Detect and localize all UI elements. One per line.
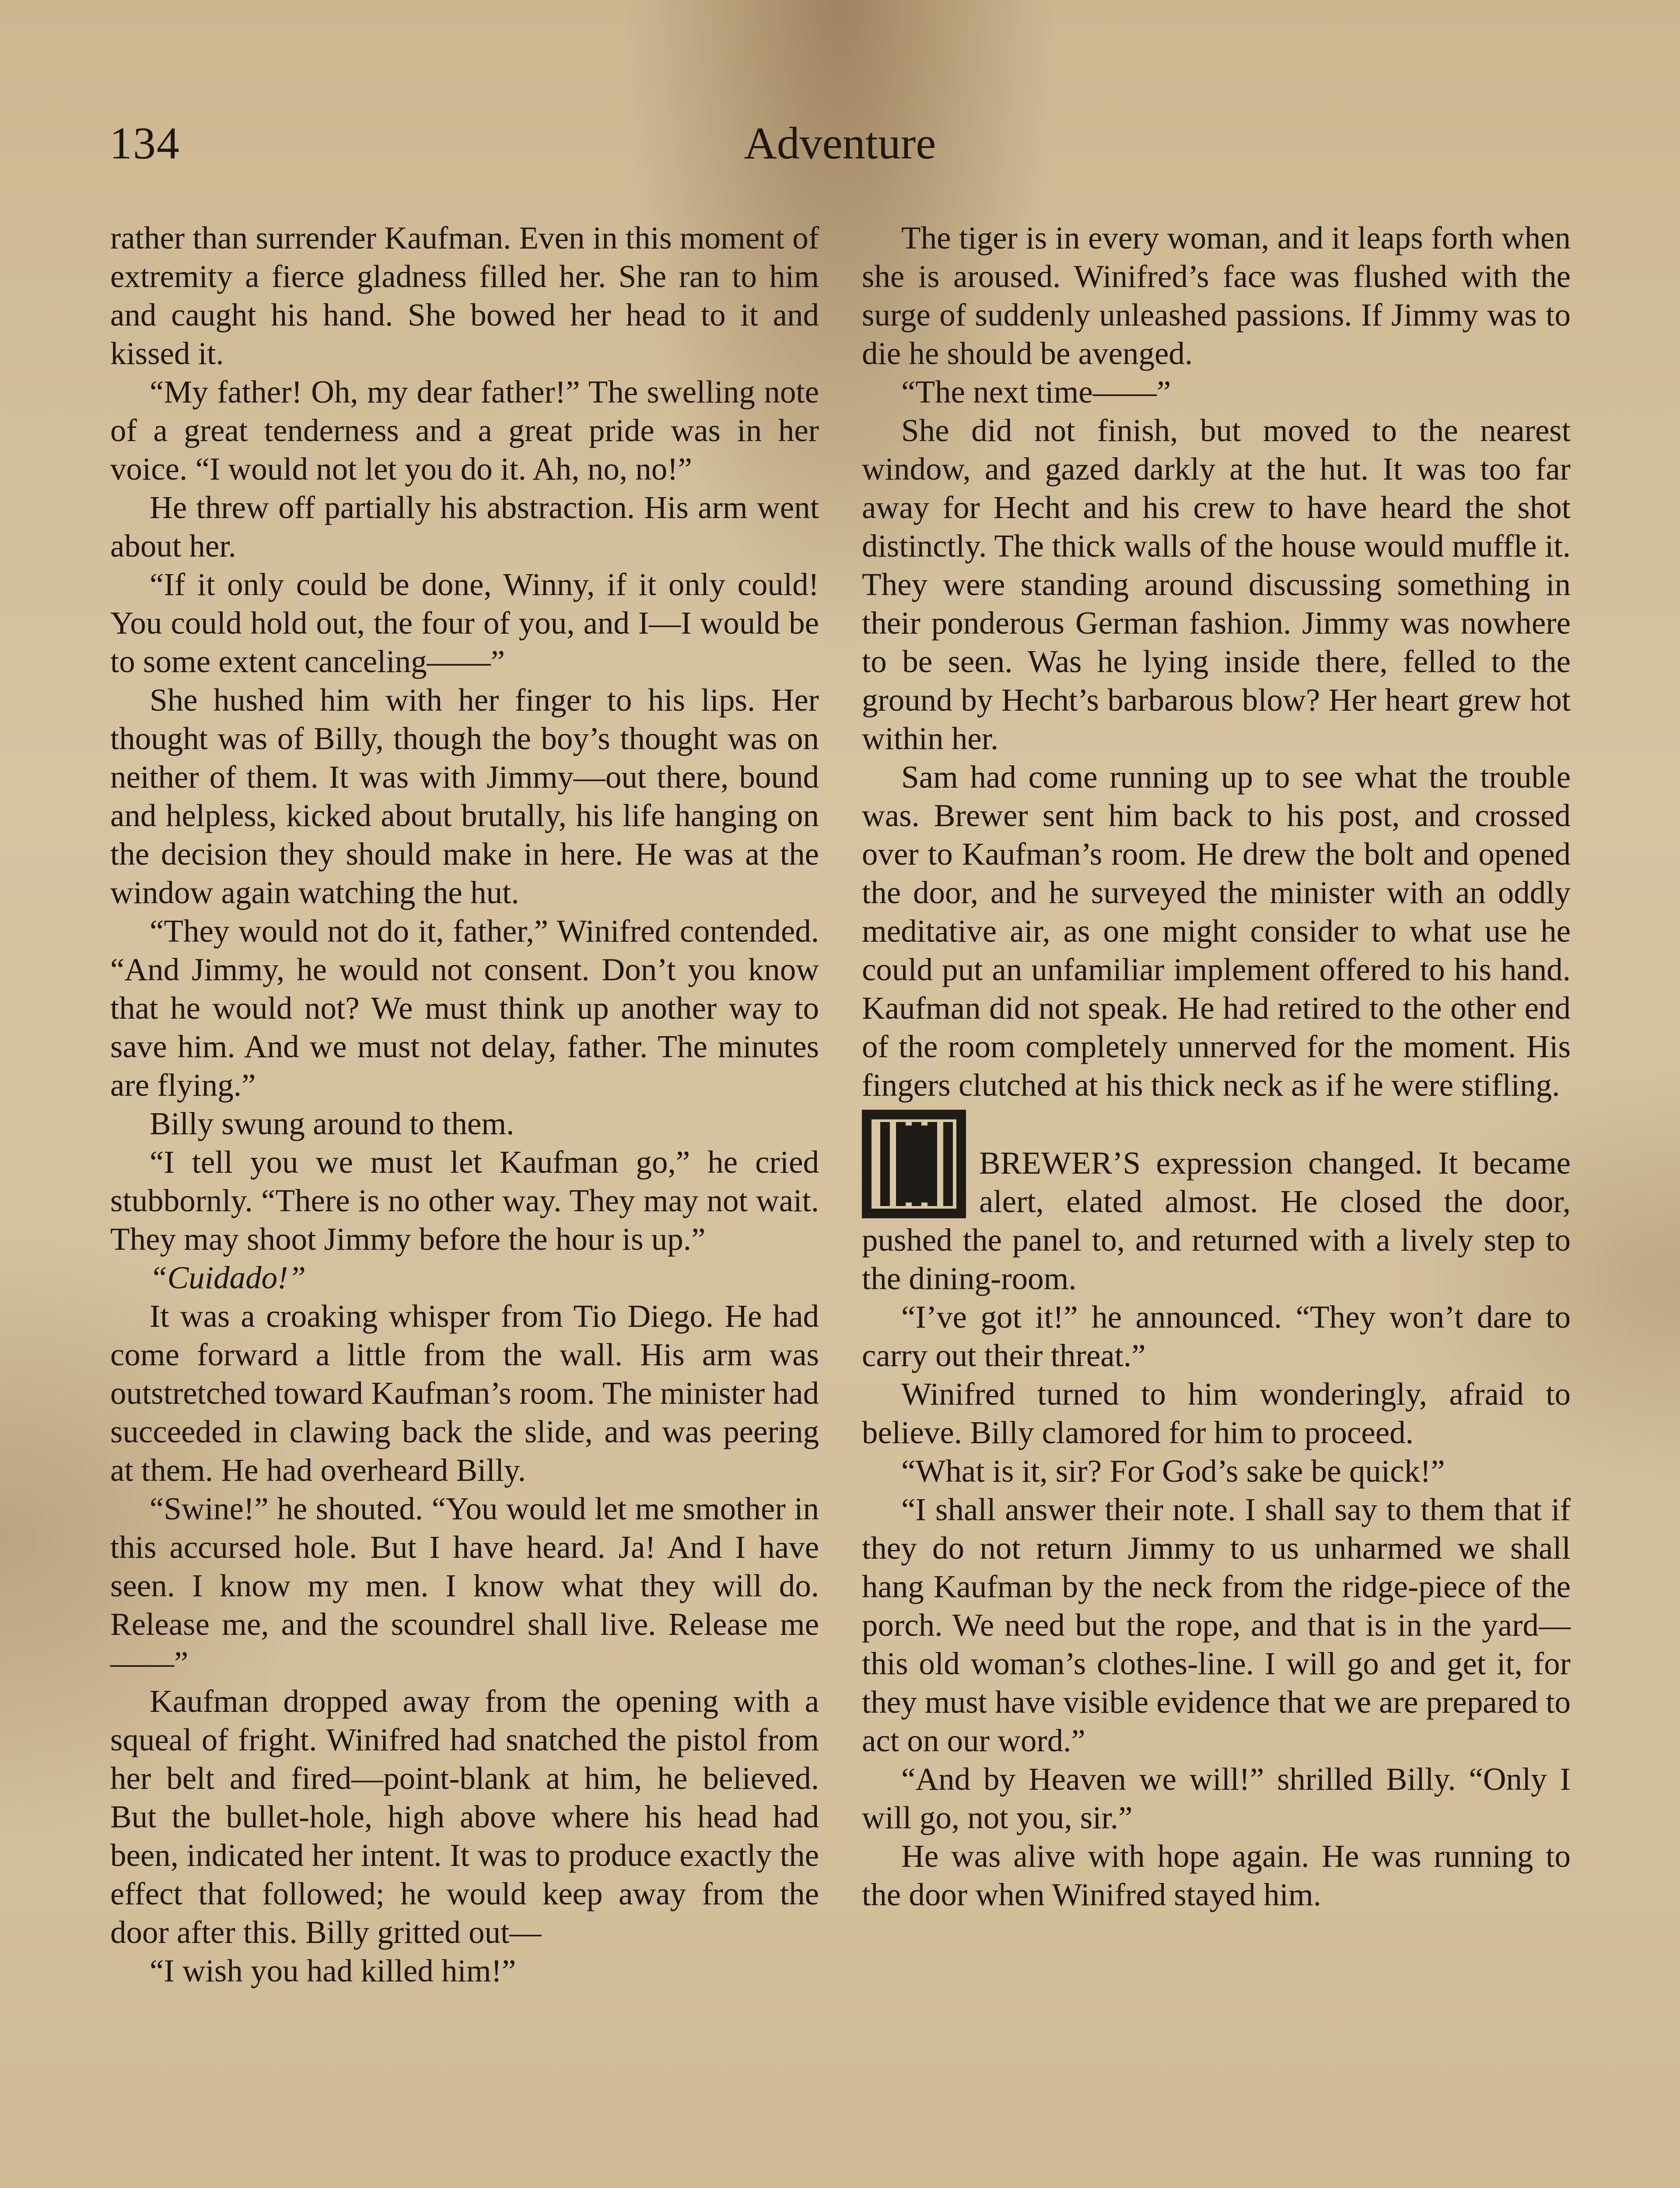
right-column <box>862 219 1571 1914</box>
paragraph: “The next time——” <box>901 374 1171 410</box>
paragraph: “I’ve got it!” he announced. “They won’t dare to carry out their threat.” <box>862 1299 1571 1373</box>
page-number: 134 <box>109 118 180 168</box>
paragraph: Billy swung around to them. <box>150 1106 514 1141</box>
paragraph: Sam had come running up to see what the trouble was. Brewer sent him back to his post, and crossed over to Kaufman’s room. He drew the bolt and opened the door, and he surveyed the minister with an oddly meditative air, as one might consider to what use he could put an unfamiliar implement offered to his hand. Kaufman did not speak. He had retired to the other end of the room completely unnerved for the moment. His fingers clutched at his thick neck as if he were stifling. <box>862 759 1571 1103</box>
paragraph: The tiger is in every woman, and it leaps forth when she is aroused. Winifred’s face was flushed with the surge of suddenly unleashed passions. If Jimmy was to die he should be avenged. <box>862 220 1571 371</box>
paragraph: “My father! Oh, my dear father!” The swelling note of a great tenderness and a great pride was in her voice. “I would not let you do it. Ah, no, no!” <box>110 374 819 487</box>
paragraph: It was a croaking whisper from Tio Diego. He had come forward a little from the wall. His arm was outstretched toward Kaufman’s room. The minister had succeeded in clawing back the slide, and was peering at them. He had overheard Billy. <box>110 1298 819 1488</box>
paragraph: “They would not do it, father,” Winifred contended. “And Jimmy, he would not consent. Don’t you know that he would not? We must think up another way to save him. And we must not delay, father. The minutes are flying.” <box>110 913 819 1103</box>
paragraph: rather than surrender Kaufman. Even in this moment of extremity a fierce gladness filled her. She ran to him and caught his hand. She bowed her head to it and kissed it. <box>110 220 819 371</box>
paragraph: He threw off partially his abstraction. His arm went about her. <box>110 490 819 564</box>
running-title: Adventure <box>744 118 936 168</box>
paragraph: Winifred turned to him wonderingly, afraid to believe. Billy clamored for him to proceed. <box>862 1376 1571 1450</box>
paragraph: She hushed him with her finger to his lips. Her thought was of Billy, though the boy’s thought was on neither of them. It was with Jimmy—out there, bound and helpless, kicked about brutally, his life hanging on the decision they should make in here. He was at the window again watching the hut. <box>110 682 819 910</box>
page-header <box>109 117 1571 179</box>
paragraph <box>110 1259 819 1297</box>
paragraph: “If it only could be done, Winny, if it only could! You could hold out, the four of you, and I—I would be to some extent canceling——” <box>110 567 819 679</box>
paragraph: “Swine!” he shouted. “You would let me smother in this accursed hole. But I have heard. Ja! And I have seen. I know my men. I know what they will do. Release me, and the scoundrel shall live. Release me——” <box>110 1491 819 1680</box>
paragraph: “I wish you had killed him!” <box>150 1953 516 1988</box>
paragraph: “I shall answer their note. I shall say to them that if they do not return Jimmy to us unharmed we shall hang Kaufman by the neck from the ridge-piece of the porch. We need but the rope, and that is in the yard—this old woman’s clothes-line. I will go and get it, for they must have visible evidence that we are prepared to act on our word.” <box>862 1492 1571 1758</box>
paragraph: “What is it, sir? For God’s sake be quick!” <box>901 1453 1445 1489</box>
italic-exclamation: “Cuidado!” <box>150 1260 306 1295</box>
paragraph: She did not finish, but moved to the nearest window, and gazed darkly at the hut. It was too far away for Hecht and his crew to have heard the shot distinctly. The thick walls of the house would muffle it. They were standing around discussing something in their ponderous German fashion. Jimmy was nowhere to be seen. Was he lying inside there, felled to the ground by Hecht’s barbarous blow? Her heart grew hot within her. <box>862 413 1571 756</box>
paragraph: He was alive with hope again. He was running to the door when Winifred stayed him. <box>862 1838 1571 1912</box>
ornamental-dropcap-icon <box>862 1110 966 1218</box>
paragraph: BREWER’S expression changed. It became alert, elated almost. He closed the door, pushed the panel to, and returned with a lively step to the dining-room. <box>862 1145 1571 1296</box>
paragraph: “I tell you we must let Kaufman go,” he cried stubbornly. “There is no other way. They may not wait. They may shoot Jimmy before the hour is up.” <box>110 1144 819 1257</box>
left-column <box>110 219 819 1990</box>
paragraph: “And by Heaven we will!” shrilled Billy. “Only I will go, not you, sir.” <box>862 1761 1571 1835</box>
paragraph: Kaufman dropped away from the opening with a squeal of fright. Winifred had snatched the pistol from her belt and fired—point-blank at him, he believed. But the bullet-hole, high above where his head had been, indicated her intent. It was to produce exactly the effect that followed; he would keep away from the door after this. Billy gritted out— <box>110 1683 819 1950</box>
